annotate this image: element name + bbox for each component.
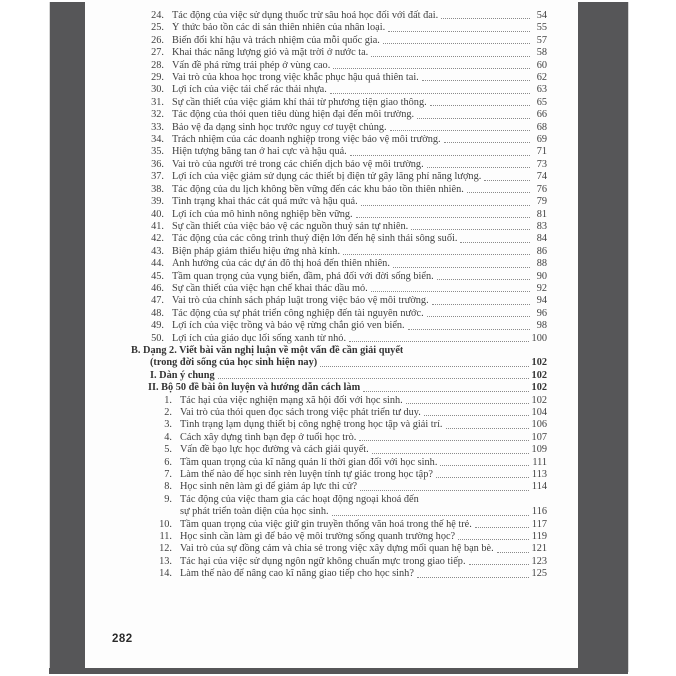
toc-row xyxy=(85,568,547,580)
toc-item-number: 11. xyxy=(159,531,172,543)
toc-page-number: 119 xyxy=(531,531,547,543)
toc-page-number: 68 xyxy=(536,121,547,133)
toc-page-number: 71 xyxy=(536,146,547,158)
toc-item-number: 41. xyxy=(151,220,164,232)
toc-item-number: 29. xyxy=(151,72,164,84)
toc-leader-dots xyxy=(437,279,530,280)
toc-page-number: 66 xyxy=(536,109,547,121)
toc-row xyxy=(85,159,547,171)
toc-item-title: Sự cần thiết của việc bảo vệ các nguồn thuỷ sản tự nhiên. xyxy=(172,220,409,232)
toc-row xyxy=(85,320,547,332)
toc-item-title: Tác động của du lịch không bền vững đến các khu bảo tồn thiên nhiên. xyxy=(172,183,464,195)
toc-leader-dots xyxy=(430,105,530,106)
toc-item-number: 13. xyxy=(159,555,172,567)
toc-page-number: 123 xyxy=(531,555,547,567)
toc-item-number: 25. xyxy=(151,22,164,34)
toc-row xyxy=(85,357,547,369)
toc-item-title: Lợi ích của mô hình nông nghiệp bền vững. xyxy=(172,208,353,220)
toc-item-number: 40. xyxy=(151,208,164,220)
toc-item-number: 2. xyxy=(164,407,172,418)
toc-leader-dots xyxy=(363,391,528,392)
toc-row xyxy=(85,432,547,444)
toc-item-number: 47. xyxy=(151,295,164,307)
toc-leader-dots xyxy=(436,477,529,478)
toc-item-number: 35. xyxy=(151,146,164,158)
toc-page-number: 121 xyxy=(531,543,547,555)
toc-item-title: Học sinh nên làm gì để giảm áp lực thi cử? xyxy=(180,481,358,493)
toc-leader-dots xyxy=(427,316,530,317)
toc-leader-dots xyxy=(333,68,530,69)
toc-item-title: Tình trạng lạm dụng thiết bị công nghệ trong học tập và giải trí. xyxy=(180,419,443,431)
toc-page-number: 106 xyxy=(531,419,547,431)
toc-row xyxy=(85,469,547,481)
toc-item-title: Vai trò của sự đồng cảm và chia sẻ trong việc xây dựng mối quan hệ bạn bè. xyxy=(180,543,494,555)
toc-item-title: Làm thế nào để nâng cao kĩ năng giao tiếp cho học sinh? xyxy=(180,568,414,580)
toc-page-number: 107 xyxy=(531,431,547,443)
toc-page-number: 116 xyxy=(531,506,547,518)
toc-leader-dots xyxy=(475,527,529,528)
toc-item-title: Vấn đề phá rừng trái phép ở vùng cao. xyxy=(172,59,331,71)
toc-item-number: 42. xyxy=(151,233,164,245)
toc-page-number: 90 xyxy=(536,270,547,282)
toc-leader-dots xyxy=(417,577,529,578)
toc-page-number: 114 xyxy=(531,481,547,493)
toc-item-number: 36. xyxy=(151,158,164,170)
toc-row xyxy=(85,72,547,84)
book-page xyxy=(85,0,578,668)
toc-page-number: 65 xyxy=(536,96,547,108)
toc-item-number: 27. xyxy=(151,47,164,59)
toc-item-title: Tác hại của việc nghiện mạng xã hội đối với học sinh. xyxy=(180,394,403,406)
toc-leader-dots xyxy=(320,366,528,367)
toc-page-number: 76 xyxy=(536,183,547,195)
toc-item-title: Sự cần thiết của việc hạn chế khai thác dầu mỏ. xyxy=(172,282,368,294)
page-number-footer: 282 xyxy=(112,633,133,645)
toc-item-title: Tầm quan trọng của vụng biển, đầm, phá đối với đời sống biển. xyxy=(172,270,434,282)
toc-row xyxy=(85,271,547,283)
toc-item-title: I. Dàn ý chung xyxy=(150,369,215,381)
toc-leader-dots xyxy=(417,118,530,119)
toc-row xyxy=(85,295,547,307)
toc-row xyxy=(85,171,547,183)
photo-backdrop-left xyxy=(49,2,86,672)
toc-leader-dots xyxy=(408,329,530,330)
toc-row xyxy=(85,444,547,456)
toc-item-title: Tác động của thói quen tiêu dùng hiện đại đến môi trường. xyxy=(172,109,415,121)
toc-item-number: 49. xyxy=(151,320,164,332)
toc-item-title: Ý thức bảo tồn các di sản thiên nhiên của nhân loại. xyxy=(172,22,386,34)
toc-leader-dots xyxy=(350,155,530,156)
toc-page-number: 92 xyxy=(536,282,547,294)
toc-item-number: 9. xyxy=(164,493,172,505)
toc-item-number: 26. xyxy=(151,34,164,46)
toc-row xyxy=(85,258,547,270)
toc-leader-dots xyxy=(360,490,529,491)
toc-item-number: 45. xyxy=(151,270,164,282)
toc-row xyxy=(85,345,547,357)
toc-leader-dots xyxy=(371,291,530,292)
toc-page-number: 113 xyxy=(531,469,547,481)
toc-item-title: B. Dạng 2. Viết bài văn nghị luận về một vấn đề cần giải quyết xyxy=(131,344,404,356)
toc-item-number: 5. xyxy=(164,444,172,456)
toc-item-title: Tầm quan trọng của kĩ năng quản lí thời gian đối với học sinh. xyxy=(180,456,438,468)
toc-item-number: 31. xyxy=(151,96,164,108)
toc-row xyxy=(85,481,547,493)
toc-row xyxy=(85,370,547,382)
toc-leader-dots xyxy=(460,242,530,243)
toc-row xyxy=(85,506,547,518)
toc-item-number: 33. xyxy=(151,121,164,133)
toc-page-number: 55 xyxy=(536,22,547,34)
toc-page-number: 83 xyxy=(536,220,547,232)
toc-item-number: 3. xyxy=(164,419,172,431)
toc-row xyxy=(85,221,547,233)
toc-leader-dots xyxy=(484,180,530,181)
toc-item-title: Tầm quan trọng của việc giữ gìn truyền thống văn hoá trong thế hệ trẻ. xyxy=(180,518,472,530)
toc-leader-dots xyxy=(361,205,530,206)
toc-item-number: 24. xyxy=(151,10,164,21)
toc-row xyxy=(85,519,547,531)
toc-page-number: 63 xyxy=(536,84,547,96)
toc-page-number: 86 xyxy=(536,245,547,257)
toc-row xyxy=(85,395,547,407)
toc-page-number: 104 xyxy=(531,407,547,418)
toc-leader-dots xyxy=(444,142,530,143)
toc-page-number: 98 xyxy=(536,320,547,332)
toc-item-number: 32. xyxy=(151,109,164,121)
toc-leader-dots xyxy=(343,254,530,255)
toc-item-number: 4. xyxy=(164,431,172,443)
toc-row xyxy=(85,84,547,96)
toc-row xyxy=(85,47,547,59)
toc-row xyxy=(85,184,547,196)
toc-page-number: 102 xyxy=(531,382,547,394)
toc-item-title: Tác động của việc tham gia các hoạt động ngoại khoá đến xyxy=(180,493,419,505)
toc-page-number: 117 xyxy=(531,518,547,530)
toc-leader-dots xyxy=(427,167,530,168)
toc-leader-dots xyxy=(411,229,530,230)
toc-item-number: 37. xyxy=(151,171,164,183)
toc-leader-dots xyxy=(424,415,529,416)
toc-page-number: 54 xyxy=(536,10,547,21)
toc-item-number: 50. xyxy=(151,332,164,344)
toc-page-number: 125 xyxy=(531,568,547,580)
toc-item-title: Học sinh cần làm gì để bảo vệ môi trường sống quanh trường học? xyxy=(180,531,456,543)
toc-leader-dots xyxy=(349,341,529,342)
toc-leader-dots xyxy=(372,453,529,454)
toc-item-title: Cách xây dựng tình bạn đẹp ở tuổi học trò. xyxy=(180,431,357,443)
toc-leader-dots xyxy=(467,192,530,193)
toc-item-title: Tác động của việc sử dụng thuốc trừ sâu hoá học đối với đất đai. xyxy=(172,10,439,21)
toc-page-number: 96 xyxy=(536,307,547,319)
toc-item-number: 1. xyxy=(164,394,172,406)
toc-leader-dots xyxy=(371,56,530,57)
toc-leader-dots xyxy=(390,130,530,131)
toc-page-number: 102 xyxy=(531,357,547,369)
toc-row xyxy=(85,10,547,22)
toc-item-number: 6. xyxy=(164,456,172,468)
photo-backdrop-right xyxy=(578,2,629,672)
toc-item-number: 10. xyxy=(159,518,172,530)
toc-leader-dots xyxy=(446,428,529,429)
toc-leader-dots xyxy=(388,31,530,32)
toc-item-number: 39. xyxy=(151,196,164,208)
toc-row xyxy=(85,233,547,245)
toc-leader-dots xyxy=(393,267,530,268)
toc-page-number: 74 xyxy=(536,171,547,183)
toc-row xyxy=(85,146,547,158)
toc-leader-dots xyxy=(432,304,530,305)
toc-item-title: Tác động của sự phát triển công nghiệp đến tài nguyên nước. xyxy=(172,307,424,319)
toc-page-number: 84 xyxy=(536,233,547,245)
toc-leader-dots xyxy=(330,93,530,94)
toc-row xyxy=(85,457,547,469)
toc-page-number: 79 xyxy=(536,196,547,208)
toc-row xyxy=(85,97,547,109)
toc-item-title: Vai trò của khoa học trong việc khắc phục hậu quả thiên tai. xyxy=(172,72,419,84)
toc-item-number: 38. xyxy=(151,183,164,195)
toc-item-title: Vấn đề bạo lực học đường và cách giải quyết. xyxy=(180,444,369,456)
photo-backdrop-bottom xyxy=(49,668,628,674)
toc-item-number: 14. xyxy=(159,568,172,580)
toc-page-number: 81 xyxy=(536,208,547,220)
toc-item-title: Lợi ích của giáo dục lối sống xanh từ nhỏ. xyxy=(172,332,347,344)
toc-row xyxy=(85,134,547,146)
toc-item-title: Hiện tượng băng tan ở hai cực và hậu quả. xyxy=(172,146,347,158)
toc-row xyxy=(85,494,547,506)
toc-leader-dots xyxy=(422,80,530,81)
toc-row xyxy=(85,556,547,568)
toc-row xyxy=(85,308,547,320)
toc-row xyxy=(85,419,547,431)
toc-page-number: 111 xyxy=(532,456,547,468)
toc-row xyxy=(85,35,547,47)
toc-item-title: Khai thác năng lượng gió và mặt trời ở nước ta. xyxy=(172,47,369,59)
toc-leader-dots xyxy=(497,552,529,553)
toc-row xyxy=(85,283,547,295)
toc-row xyxy=(85,22,547,34)
toc-item-number: 8. xyxy=(164,481,172,493)
toc-row xyxy=(85,122,547,134)
toc-row xyxy=(85,531,547,543)
toc-leader-dots xyxy=(406,403,529,404)
toc-item-title: Biến đổi khí hậu và trách nhiệm của mỗi quốc gia. xyxy=(172,34,380,46)
toc-item-title: Tình trạng khai thác cát quá mức và hậu quả. xyxy=(172,196,358,208)
toc-page-number: 62 xyxy=(536,72,547,84)
toc-leader-dots xyxy=(383,43,530,44)
toc-list xyxy=(85,10,547,581)
toc-item-title: Vai trò của thói quen đọc sách trong việc phát triển tư duy. xyxy=(180,407,421,418)
toc-leader-dots xyxy=(218,378,529,379)
toc-item-number: 34. xyxy=(151,134,164,146)
toc-item-title: Tác hại của việc sử dụng ngôn ngữ không chuẩn mực trong giao tiếp. xyxy=(180,555,466,567)
toc-item-title: Lợi ích của việc tái chế rác thải nhựa. xyxy=(172,84,327,96)
toc-row xyxy=(85,543,547,555)
toc-item-title: Lợi ích của việc trồng và bảo vệ rừng chắn gió ven biển. xyxy=(172,320,405,332)
toc-item-title: Trách nhiệm của các doanh nghiệp trong việc bảo vệ môi trường. xyxy=(172,134,441,146)
toc-page-number: 60 xyxy=(536,59,547,71)
toc-row xyxy=(85,196,547,208)
toc-item-number: 43. xyxy=(151,245,164,257)
toc-page-number: 73 xyxy=(536,158,547,170)
toc-item-number: 12. xyxy=(159,543,172,555)
toc-item-number: 28. xyxy=(151,59,164,71)
toc-item-title: Vai trò của người trẻ trong các chiến dịch bảo vệ môi trường. xyxy=(172,158,424,170)
toc-item-title: Tác động của các công trình thuỷ điện lớn đến hệ sinh thái sông suối. xyxy=(172,233,458,245)
toc-item-title: Bảo vệ đa dạng sinh học trước nguy cơ tuyệt chủng. xyxy=(172,121,387,133)
toc-page-number: 102 xyxy=(531,369,547,381)
toc-page-number: 100 xyxy=(531,332,547,344)
toc-item-title: II. Bộ 50 đề bài ôn luyện và hướng dẫn cách làm xyxy=(148,382,361,394)
toc-page-number: 102 xyxy=(531,394,547,406)
toc-leader-dots xyxy=(356,217,530,218)
toc-item-title: (trong đời sống của học sinh hiện nay) xyxy=(150,357,318,369)
toc-item-number: 46. xyxy=(151,282,164,294)
toc-row xyxy=(85,60,547,72)
toc-item-number: 48. xyxy=(151,307,164,319)
toc-leader-dots xyxy=(458,539,529,540)
toc-leader-dots xyxy=(469,564,529,565)
toc-item-title: Làm thế nào để học sinh rèn luyện tính tự giác trong học tập? xyxy=(180,469,433,481)
toc-item-title: Vai trò của chính sách pháp luật trong việc bảo vệ môi trường. xyxy=(172,295,429,307)
toc-page-number: 57 xyxy=(536,34,547,46)
toc-row xyxy=(85,407,547,419)
toc-item-title: Sự cần thiết của việc giảm khí thải từ phương tiện giao thông. xyxy=(172,96,427,108)
toc-page-number: 94 xyxy=(536,295,547,307)
toc-page-number: 58 xyxy=(536,47,547,59)
toc-row xyxy=(85,209,547,221)
toc-leader-dots xyxy=(440,465,529,466)
toc-page-number: 88 xyxy=(536,258,547,270)
toc-item-title: sự phát triển toàn diện của học sinh. xyxy=(180,506,329,518)
toc-row xyxy=(85,382,547,394)
toc-leader-dots xyxy=(332,515,529,516)
toc-item-number: 30. xyxy=(151,84,164,96)
toc-item-title: Lợi ích của việc giảm sử dụng các thiết bị điện tử gây lãng phí năng lượng. xyxy=(172,171,482,183)
toc-item-number: 44. xyxy=(151,258,164,270)
toc-page-number: 69 xyxy=(536,134,547,146)
toc-row xyxy=(85,109,547,121)
toc-row xyxy=(85,333,547,345)
toc-page-number: 109 xyxy=(531,444,547,456)
toc-row xyxy=(85,246,547,258)
toc-item-number: 7. xyxy=(164,469,172,481)
toc-leader-dots xyxy=(359,440,528,441)
toc-item-title: Biện pháp giảm thiểu hiệu ứng nhà kính. xyxy=(172,245,341,257)
toc-leader-dots xyxy=(441,18,530,19)
toc-item-title: Ảnh hưởng của các dự án đô thị hoá đến thiên nhiên. xyxy=(172,258,390,270)
